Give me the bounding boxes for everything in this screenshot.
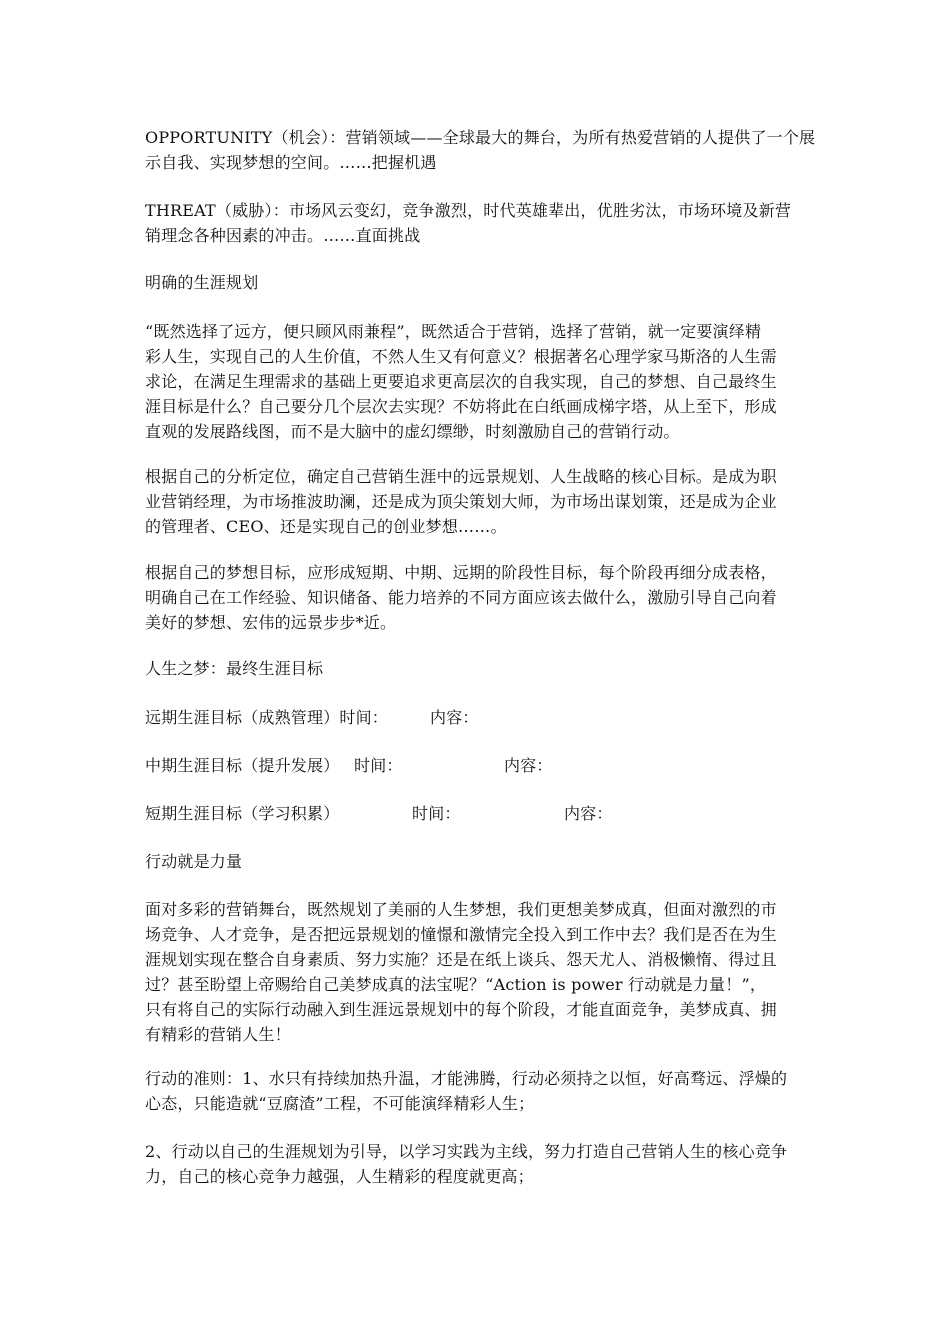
text-line: 力，自己的核心竞争力越强，人生精彩的程度就更高； xyxy=(145,1167,534,1186)
section-heading-action: 行动就是力量 xyxy=(145,852,243,871)
paragraph-action-rule-2 xyxy=(145,1139,815,1189)
text-line: “既然选择了远方，便只顾风雨兼程”，既然适合于营销，选择了营销，就一定要演绎精 xyxy=(145,322,762,341)
text-line: 行动的准则：1、水只有持续加热升温，才能沸腾，行动必须持之以恒，好高骛远、浮燥的 xyxy=(145,1069,788,1088)
text-line: 涯规划实现在整合自身素质、努力实施？还是在纸上谈兵、怨天尤人、消极懒惰、得过且 xyxy=(145,950,777,969)
text-line: 根据自己的分析定位，确定自己营销生涯中的远景规划、人生战略的核心目标。是成为职 xyxy=(145,467,777,486)
paragraph-phase-goals xyxy=(145,560,815,635)
text-line: 2、行动以自己的生涯规划为引导，以学习实践为主线，努力打造自己营销人生的核心竞争 xyxy=(145,1142,788,1161)
goal-content-label: 内容： xyxy=(564,804,613,823)
text-line: 过？甚至盼望上帝赐给自己美梦成真的法宝呢？“Action is power 行动就是力量！”， xyxy=(145,975,767,994)
paragraph-action-rule-1 xyxy=(145,1066,815,1116)
section-heading-life-dream: 人生之梦：最终生涯目标 xyxy=(145,659,324,678)
paragraph-opportunity xyxy=(145,125,815,175)
text-line: 有精彩的营销人生！ xyxy=(145,1025,291,1044)
text-line: 直观的发展路线图，而不是大脑中的虚幻缥缈，时刻激励自己的营销行动。 xyxy=(145,422,680,441)
goal-time-label: 时间： xyxy=(354,756,403,775)
text-line: OPPORTUNITY（机会）：营销领域——全球最大的舞台，为所有热爱营销的人提供了一个展 xyxy=(145,128,816,147)
text-line: THREAT（威胁）：市场风云变幻，竞争激烈，时代英雄辈出，优胜劣汰，市场环境及新营 xyxy=(145,201,792,220)
goal-label: 短期生涯目标（学习积累） xyxy=(145,804,340,823)
text-line: 面对多彩的营销舞台，既然规划了美丽的人生梦想，我们更想美梦成真，但面对激烈的市 xyxy=(145,900,777,919)
paragraph-choose-marketing xyxy=(145,319,815,444)
text-line: 示自我、实现梦想的空间。……把握机遇 xyxy=(145,153,437,172)
goal-time-label: 时间： xyxy=(412,804,461,823)
section-heading-career-plan: 明确的生涯规划 xyxy=(145,273,259,292)
text-line: 根据自己的梦想目标，应形成短期、中期、远期的阶段性目标，每个阶段再细分成表格， xyxy=(145,563,777,582)
goal-content-label: 内容： xyxy=(504,756,553,775)
text-line: 心态，只能造就“豆腐渣”工程，不可能演绎精彩人生； xyxy=(145,1094,535,1113)
text-line: 涯目标是什么？自己要分几个层次去实现？不妨将此在白纸画成梯字塔，从上至下，形成 xyxy=(145,397,777,416)
text-line: 业营销经理，为市场推波助澜，还是成为顶尖策划大师，为市场出谋划策，还是成为企业 xyxy=(145,492,777,511)
paragraph-core-goal xyxy=(145,464,815,539)
goal-label: 远期生涯目标（成熟管理）时间： xyxy=(145,708,389,727)
text-line: 彩人生，实现自己的人生价值，不然人生又有何意义？根据著名心理学家马斯洛的人生需 xyxy=(145,347,777,366)
goal-row-short-term xyxy=(145,801,815,826)
paragraph-threat xyxy=(145,198,815,248)
goal-row-long-term xyxy=(145,705,815,730)
text-line: 场竞争、人才竞争，是否把远景规划的憧憬和激情完全投入到工作中去？我们是否在为生 xyxy=(145,925,777,944)
text-line: 的管理者、CEO、还是实现自己的创业梦想……。 xyxy=(145,517,507,536)
goal-row-mid-term xyxy=(145,753,815,778)
goal-content-label: 内容： xyxy=(430,708,479,727)
text-line: 销理念各种因素的冲击。……直面挑战 xyxy=(145,226,421,245)
text-line: 求论，在满足生理需求的基础上更要追求更高层次的自我实现，自己的梦想、自己最终生 xyxy=(145,372,777,391)
text-line: 美好的梦想、宏伟的远景步步*近。 xyxy=(145,613,397,632)
text-line: 只有将自己的实际行动融入到生涯远景规划中的每个阶段，才能直面竞争，美梦成真、拥 xyxy=(145,1000,777,1019)
text-line: 明确自己在工作经验、知识储备、能力培养的不同方面应该去做什么，激励引导自己向着 xyxy=(145,588,777,607)
paragraph-action-power xyxy=(145,897,815,1047)
goal-label: 中期生涯目标（提升发展） xyxy=(145,756,340,775)
